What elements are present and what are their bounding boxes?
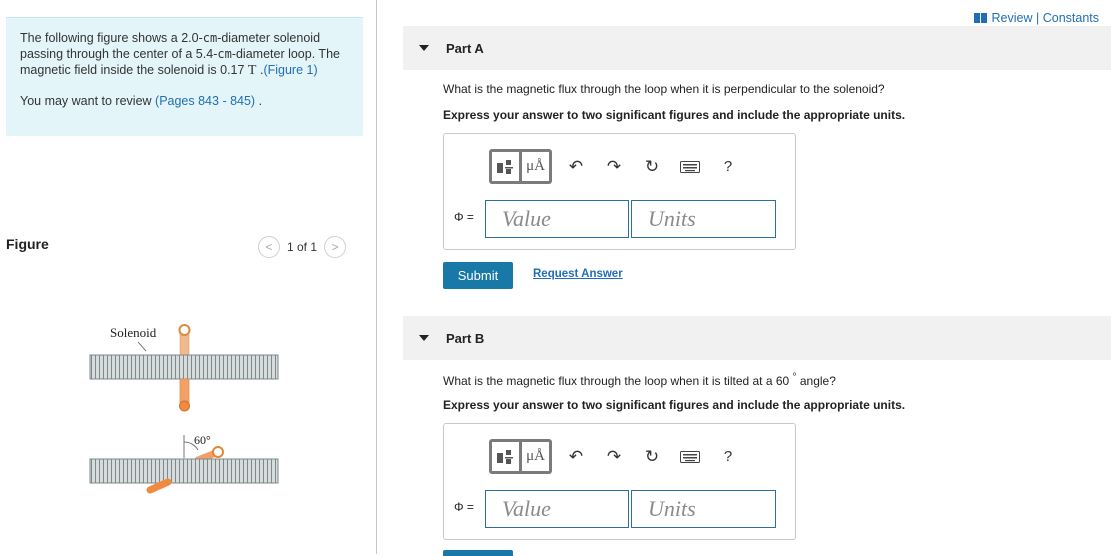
figure-title: Figure [6,236,49,252]
part-b-answer-box [443,423,796,540]
part-a-question: What is the magnetic flux through the loop when it is perpendicular to the solenoid? [443,82,885,96]
help-icon[interactable]: ? [723,448,733,465]
undo-icon[interactable]: ↶ [568,446,584,466]
reset-icon[interactable]: ↻ [644,446,660,466]
keyboard-icon[interactable] [676,161,704,173]
part-a-toolbar [489,149,742,184]
loop-bottom-end [180,401,190,411]
next-figure-button[interactable]: > [324,236,346,258]
templates-icon [496,449,516,465]
solenoid-top [90,355,278,379]
phi-label: Φ = [454,500,474,514]
left-panel [0,0,376,554]
value-input[interactable]: Value [485,200,629,238]
loop-top-end [180,325,190,335]
units-button[interactable]: μÅ [522,442,549,471]
angle-label: 60° [194,433,211,447]
caret-down-icon [419,45,429,51]
templates-button[interactable] [492,152,519,181]
templates-icon [496,159,516,175]
help-icon[interactable]: ? [723,158,733,175]
reset-icon[interactable]: ↻ [644,156,660,176]
template-group [489,149,552,184]
value-input[interactable]: Value [485,490,629,528]
figure-link[interactable]: (Figure 1) [263,63,318,77]
solenoid-figure [80,318,300,508]
templates-button[interactable] [492,442,519,471]
figure-pager [258,236,346,258]
part-a-answer-box [443,133,796,250]
pager-text: 1 of 1 [287,240,318,254]
part-a-header[interactable]: Part A [403,26,1111,70]
pages-link[interactable]: (Pages 843 - 845) [155,94,256,108]
units-input[interactable]: Units [631,200,776,238]
solenoid-pointer [138,342,146,351]
part-b-instruction: Express your answer to two significant figures and include the appropriate units. [443,398,906,412]
undo-icon[interactable]: ↶ [568,156,584,176]
template-group [489,439,552,474]
problem-intro [6,17,363,136]
units-button[interactable]: μÅ [522,152,549,181]
review-text: You may want to review (Pages 843 - 845) . [20,94,263,108]
redo-icon[interactable]: ↷ [606,156,622,176]
part-b-question: What is the magnetic flux through the loop when it is tilted at a 60 ° angle? [443,372,836,388]
problem-text: The following figure shows a 2.0-cm-diameter solenoid passing through the center of a 5.4-cm-diameter loop. The magnetic field inside the solenoid is 0.17 T .(Figure 1) [20,31,340,78]
part-b-submit-button[interactable] [443,550,513,556]
solenoid-label: Solenoid [110,325,157,340]
part-b-header[interactable]: Part B [403,316,1111,360]
book-icon [974,13,987,23]
right-panel [377,0,1111,554]
request-answer-link[interactable]: Request Answer [533,268,623,280]
part-b-toolbar [489,439,742,474]
phi-label: Φ = [454,210,474,224]
prev-figure-button[interactable]: < [258,236,280,258]
caret-down-icon [419,335,429,341]
submit-button[interactable]: Submit [443,262,513,289]
tilted-loop-top-end [213,447,223,457]
keyboard-icon[interactable] [676,451,704,463]
redo-icon[interactable]: ↷ [606,446,622,466]
review-constants-link[interactable]: Review | Constants [974,11,1099,25]
part-a-instruction: Express your answer to two significant figures and include the appropriate units. [443,108,906,122]
units-input[interactable]: Units [631,490,776,528]
solenoid-bottom [90,459,278,483]
